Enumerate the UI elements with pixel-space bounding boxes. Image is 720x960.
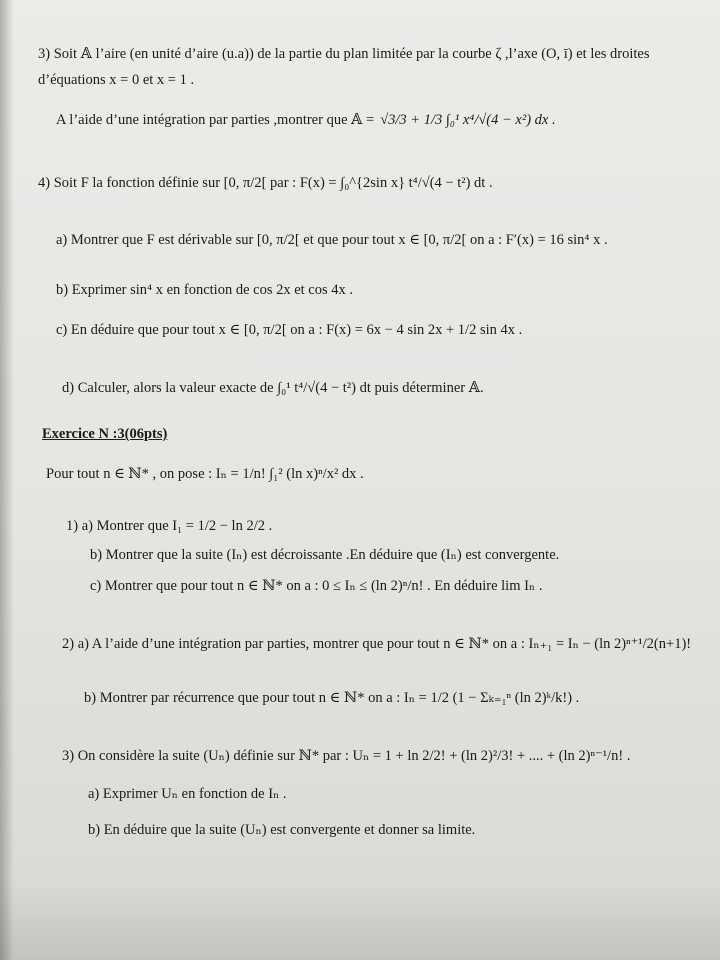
ex3-intro-text: Pour tout n ∈ ℕ* , on pose : Iₙ = 1/n! ∫₁² (ln x)ⁿ/x² dx . [46,466,364,482]
q3-line3 [56,112,556,129]
q4-intro-text: 4) Soit F la fonction définie sur [0, π/2[ par : F(x) = ∫₀^{2sin x} t⁴/√(4 − t²) dt . [38,175,493,191]
q4-c-text: c) En déduire que pour tout x ∈ [0, π/2[ on a : F(x) = 6x − 4 sin 2x + 1/2 sin 4x . [56,322,523,338]
q3-line1 [38,46,650,63]
ex3-q2a-text: 2) a) A l’aide d’une intégration par parties, montrer que pour tout n ∈ ℕ* on a : Iₙ₊₁ = Iₙ − (ln 2)ⁿ⁺¹/2(n+1)! [62,636,692,652]
q3-line2-text: d’équations x = 0 et x = 1 . [38,72,195,88]
q4-b-text: b) Exprimer sin⁴ x en fonction de cos 2x et cos 4x . [56,282,354,298]
exercise-title-text: Exercice N :3(06pts) [42,426,168,442]
page-edge-shadow [0,0,14,960]
q4-b [56,282,353,299]
exercise-title [42,426,167,443]
ex3-q1c-text: c) Montrer que pour tout n ∈ ℕ* on a : 0 ≤ Iₙ ≤ (ln 2)ⁿ/n! . En déduire lim Iₙ . [90,578,543,594]
ex3-q3b [88,822,475,839]
ex3-q2b [84,690,579,707]
ex3-q3-text: 3) On considère la suite (Uₙ) définie sur ℕ* par : Uₙ = 1 + ln 2/2! + (ln 2)²/3! + .... + (ln 2)ⁿ⁻¹/n! . [62,748,631,764]
ex3-q3a [88,786,287,803]
ex3-q1b [90,547,559,564]
q4-c [56,322,522,339]
ex3-q3 [62,748,630,765]
ex3-q1b-text: b) Montrer que la suite (Iₙ) est décroissante .En déduire que (Iₙ) est convergente. [90,547,560,563]
q3-formula: √3/3 + 1/3 ∫₀¹ x⁴/√(4 − x²) dx . [380,112,556,128]
q3-line2 [38,72,194,89]
q3-line3-text: A l’aide d’une intégration par parties ,montrer que 𝔸 = [56,112,375,128]
ex3-q3b-text: b) En déduire que la suite (Uₙ) est convergente et donner sa limite. [88,822,476,838]
q4-intro [38,175,493,192]
q4-d [62,380,484,397]
ex3-q1a [66,518,272,535]
q4-d-text: d) Calculer, alors la valeur exacte de ∫₀¹ t⁴/√(4 − t²) dt puis déterminer 𝔸. [62,380,484,396]
ex3-q2b-text: b) Montrer par récurrence que pour tout n ∈ ℕ* on a : Iₙ = 1/2 (1 − Σₖ₌₁ⁿ (ln 2)ᵏ/k!) . [84,690,580,706]
ex3-q1a-text: 1) a) Montrer que I₁ = 1/2 − ln 2/2 . [66,518,273,534]
ex3-q3a-text: a) Exprimer Uₙ en fonction de Iₙ . [88,786,287,802]
q3-line1-text: 3) Soit 𝔸 l’aire (en unité d’aire (u.a)) de la partie du plan limitée par la courbe ζ ,l’axe (O, ī) et les droites [38,46,650,62]
q4-a [56,232,608,249]
q4-a-text: a) Montrer que F est dérivable sur [0, π/2[ et que pour tout x ∈ [0, π/2[ on a : F′(x) = 16 sin⁴ x . [56,232,608,248]
ex3-q2a [62,636,691,653]
ex3-intro [46,466,364,483]
ex3-q1c [90,578,542,595]
page-bottom-shadow [0,880,720,960]
